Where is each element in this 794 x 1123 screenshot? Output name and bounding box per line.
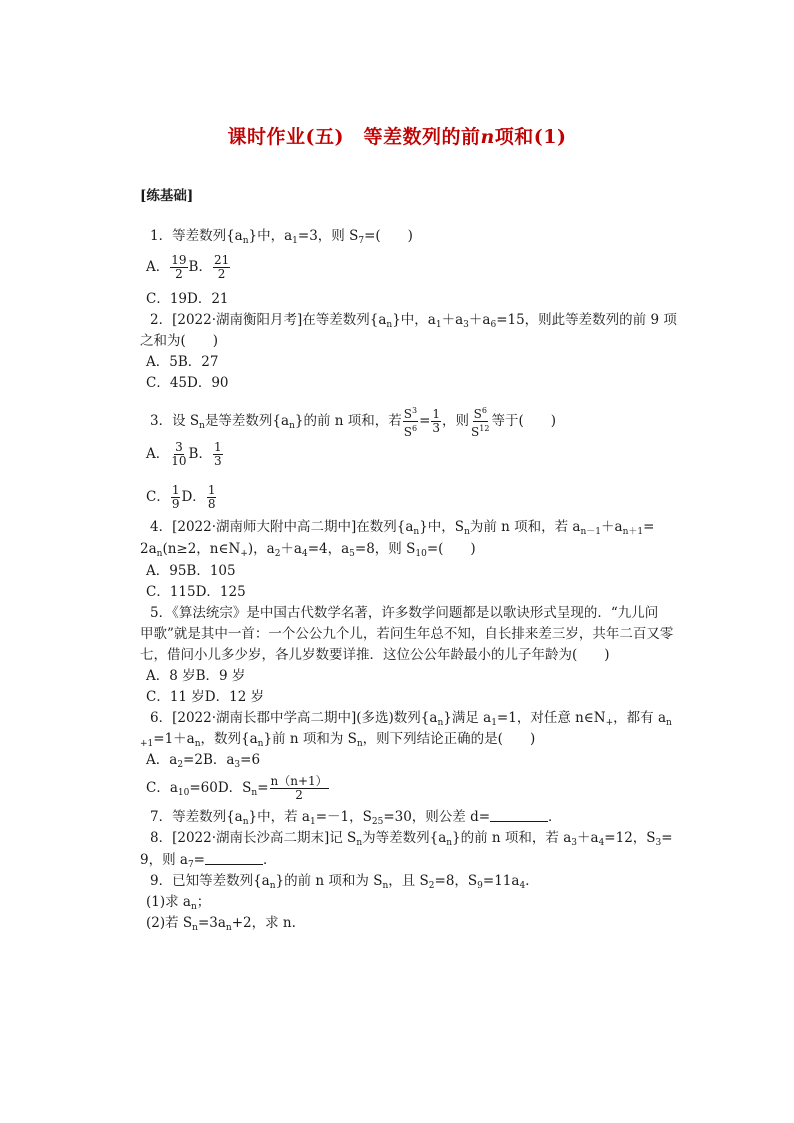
- question-6: 6．[2022·湖南长郡中学高二期中](多选)数列$\{a_n\}$满足 $a_1=1$，对任意 $n\in N_+$，都有 $a_n$: [150, 710, 672, 728]
- fraction: $\frac{1}{8}$: [207, 483, 216, 511]
- question-2-options-ab: A．5B．27: [146, 354, 219, 370]
- question-6-options-cd: C．$a_{10}=60D$．$S_n=$ $\frac{n(n+1)}{2}$: [146, 774, 328, 802]
- fraction: $\frac{1}{3}$: [432, 407, 441, 435]
- fraction: $\frac{19}{2}$: [171, 253, 187, 281]
- section-heading: [练基础]: [140, 188, 194, 204]
- question-1-options-ab: A． $\frac{19}{2}$ B． $\frac{21}{2}$: [146, 253, 230, 281]
- question-9: 9．已知等差数列$\{a_n\}$的前 n 项和为 $S_n$，且 $S_2=8$，$S_9=11a_4$．: [150, 873, 539, 891]
- question-2: 2．[2022·湖南衡阳月考]在等差数列$\{a_n\}$中，$a_1+a_3+a_6=15$，则此等差数列的前 9 项: [150, 312, 677, 330]
- page-title: [0, 122, 794, 149]
- question-4-options-cd: C．115D．125: [146, 584, 246, 600]
- question-9-part-1: (1)求 $a_n$；: [146, 894, 211, 912]
- answer-blank[interactable]: [205, 852, 263, 865]
- question-2-cont: 之和为( ): [140, 333, 219, 349]
- fraction: $\frac{S^6}{S^{12}}$: [471, 406, 490, 439]
- question-5-cont: 甲歌”就是其中一首：一个公公九个儿，若问生年总不知，自长排来差三岁，共年二百又零: [140, 626, 674, 642]
- fraction: $\frac{3}{10}$: [171, 440, 187, 468]
- question-2-options-cd: C．45D．90: [146, 375, 229, 391]
- question-3-options-ab: A． $\frac{3}{10}$ B． $\frac{1}{3}$: [146, 440, 222, 468]
- question-4-options-ab: A．95B．105: [146, 563, 236, 579]
- question-5-cont2: 七，借问小儿多少岁，各儿岁数要详推．这位公公年龄最小的儿子年龄为( ): [140, 647, 610, 663]
- question-7: 7．等差数列$\{a_n\}$中，若 $a_1=-1$，$S_{25}=30$，则公差 d= ．: [150, 809, 562, 827]
- fraction: $\frac{n(n+1)}{2}$: [270, 774, 328, 802]
- question-9-part-2: (2)若 $S_n=3a_n+2$，求 n.: [146, 915, 296, 933]
- question-6-cont: $_{+1}=1+a_n$，数列$\{a_n\}$前 n 项和为 $S_n$，则下列结论正确的是( ): [140, 731, 536, 749]
- fraction: $\frac{1}{3}$: [213, 440, 222, 468]
- question-8: 8．[2022·湖南长沙高二期末]记 $S_n$为等差数列$\{a_n\}$的前 n 项和，若 $a_3+a_4=12$，$S_3=$: [150, 830, 673, 848]
- question-3: 3．设 $S_n$是等差数列$\{a_n\}$的前 n 项和，若 $\frac{S^3}{S^6}$ = $\frac{1}{3}$ ，则 $\frac{S^6}{S^{12}}$ 等于( ): [150, 406, 556, 439]
- question-4-cont: $2a_n(n\ge 2$，$n\in N_+$)，$a_2+a_4=4$，$a_5=8$，则 $S_{10}=$( ): [140, 541, 476, 559]
- question-4: 4．[2022·湖南师大附中高二期中]在数列$\{a_n\}$中，$S_n$为前 n 项和，若 $a_{n-1}+a_{n+1}=$: [150, 519, 655, 537]
- question-3-options-cd: C． $\frac{1}{9}$ D． $\frac{1}{8}$: [146, 483, 216, 511]
- question-5-options-ab: A．8 岁B．9 岁: [146, 668, 246, 684]
- fraction: $\frac{21}{2}$: [213, 253, 230, 281]
- fraction: $\frac{S^3}{S^6}$: [403, 406, 418, 439]
- question-5: 5．《算法统宗》是中国古代数学名著，许多数学问题都是以歌诀形式呈现的．“九儿问: [150, 605, 659, 621]
- question-8-cont: 9，则 $a_7=$ ．: [140, 852, 277, 870]
- question-6-options-ab: A．$a_2=2B$．$a_3=6$: [146, 752, 261, 770]
- question-1: 1．等差数列$\{a_n\}$中，$a_1=3$，则 $S_7=$( ): [150, 228, 413, 246]
- answer-blank[interactable]: [490, 809, 548, 822]
- title-n: n: [480, 126, 495, 148]
- question-1-options-cd: C．19D．21: [146, 291, 229, 307]
- fraction: $\frac{1}{9}$: [171, 483, 180, 511]
- question-5-options-cd: C．11 岁D．12 岁: [146, 689, 265, 705]
- title-text: 课时作业(五) 等差数列的前: [227, 126, 481, 148]
- title-text-end: 项和(1): [494, 126, 567, 148]
